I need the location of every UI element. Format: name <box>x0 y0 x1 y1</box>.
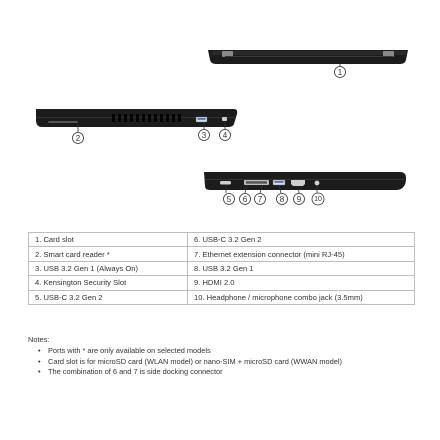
table-row <box>29 261 415 275</box>
port-cell: 9. HDMI 2.0 <box>188 276 415 290</box>
notes-list <box>28 346 428 378</box>
callout-1-label: 1 <box>337 68 343 77</box>
table-row <box>29 290 415 304</box>
callout-6-label: 6 <box>242 195 248 204</box>
table-row <box>29 247 415 261</box>
audio-jack-icon <box>315 181 320 186</box>
callout-7-label: 7 <box>257 195 263 204</box>
ports-table <box>28 232 415 305</box>
port-cell: 7. Ethernet extension connector (mini RJ-45) <box>188 247 415 261</box>
port-cell: 2. Smart card reader * <box>29 247 188 261</box>
laptop-port-illustration <box>0 0 440 215</box>
laptop-right-view <box>204 172 406 190</box>
list-item: • The combination of 6 and 7 is side docking connector <box>38 367 428 378</box>
port-cell: 10. Headphone / microphone combo jack (3.5mm) <box>188 290 415 304</box>
port-cell: 5. USB-C 3.2 Gen 2 <box>29 290 188 304</box>
port-cell: 4. Kensington Security Slot <box>29 276 188 290</box>
callout-10-label: 10 <box>314 196 322 203</box>
laptop-left-view <box>36 109 237 127</box>
table-row <box>29 276 415 290</box>
port-cell: 3. USB 3.2 Gen 1 (Always On) <box>29 261 188 275</box>
callout-3-label: 3 <box>201 131 207 140</box>
port-cell: 1. Card slot <box>29 233 188 247</box>
port-cell: 8. USB 3.2 Gen 1 <box>188 261 415 275</box>
usb-c-port-icon <box>220 181 231 185</box>
callout-9-label: 9 <box>296 195 302 204</box>
callout-4-label: 4 <box>222 131 228 140</box>
hdmi-port-icon <box>291 180 305 186</box>
kensington-slot-icon <box>222 117 227 121</box>
callout-2-label: 2 <box>75 134 81 143</box>
callout-5-label: 5 <box>226 195 232 204</box>
notes-section <box>28 335 428 378</box>
callout-8-label: 8 <box>279 195 285 204</box>
notes-title: Notes: <box>28 335 50 344</box>
list-item: • Card slot is for microSD card (WLAN model) or nano-SIM + microSD card (WWAN model) <box>38 357 428 368</box>
port-cell: 6. USB-C 3.2 Gen 2 <box>188 233 415 247</box>
smart-card-reader-slot <box>48 121 78 123</box>
list-item: • Ports with * are only available on selected models <box>38 346 428 357</box>
laptop-rear-view <box>208 50 408 64</box>
table-row <box>29 233 415 247</box>
